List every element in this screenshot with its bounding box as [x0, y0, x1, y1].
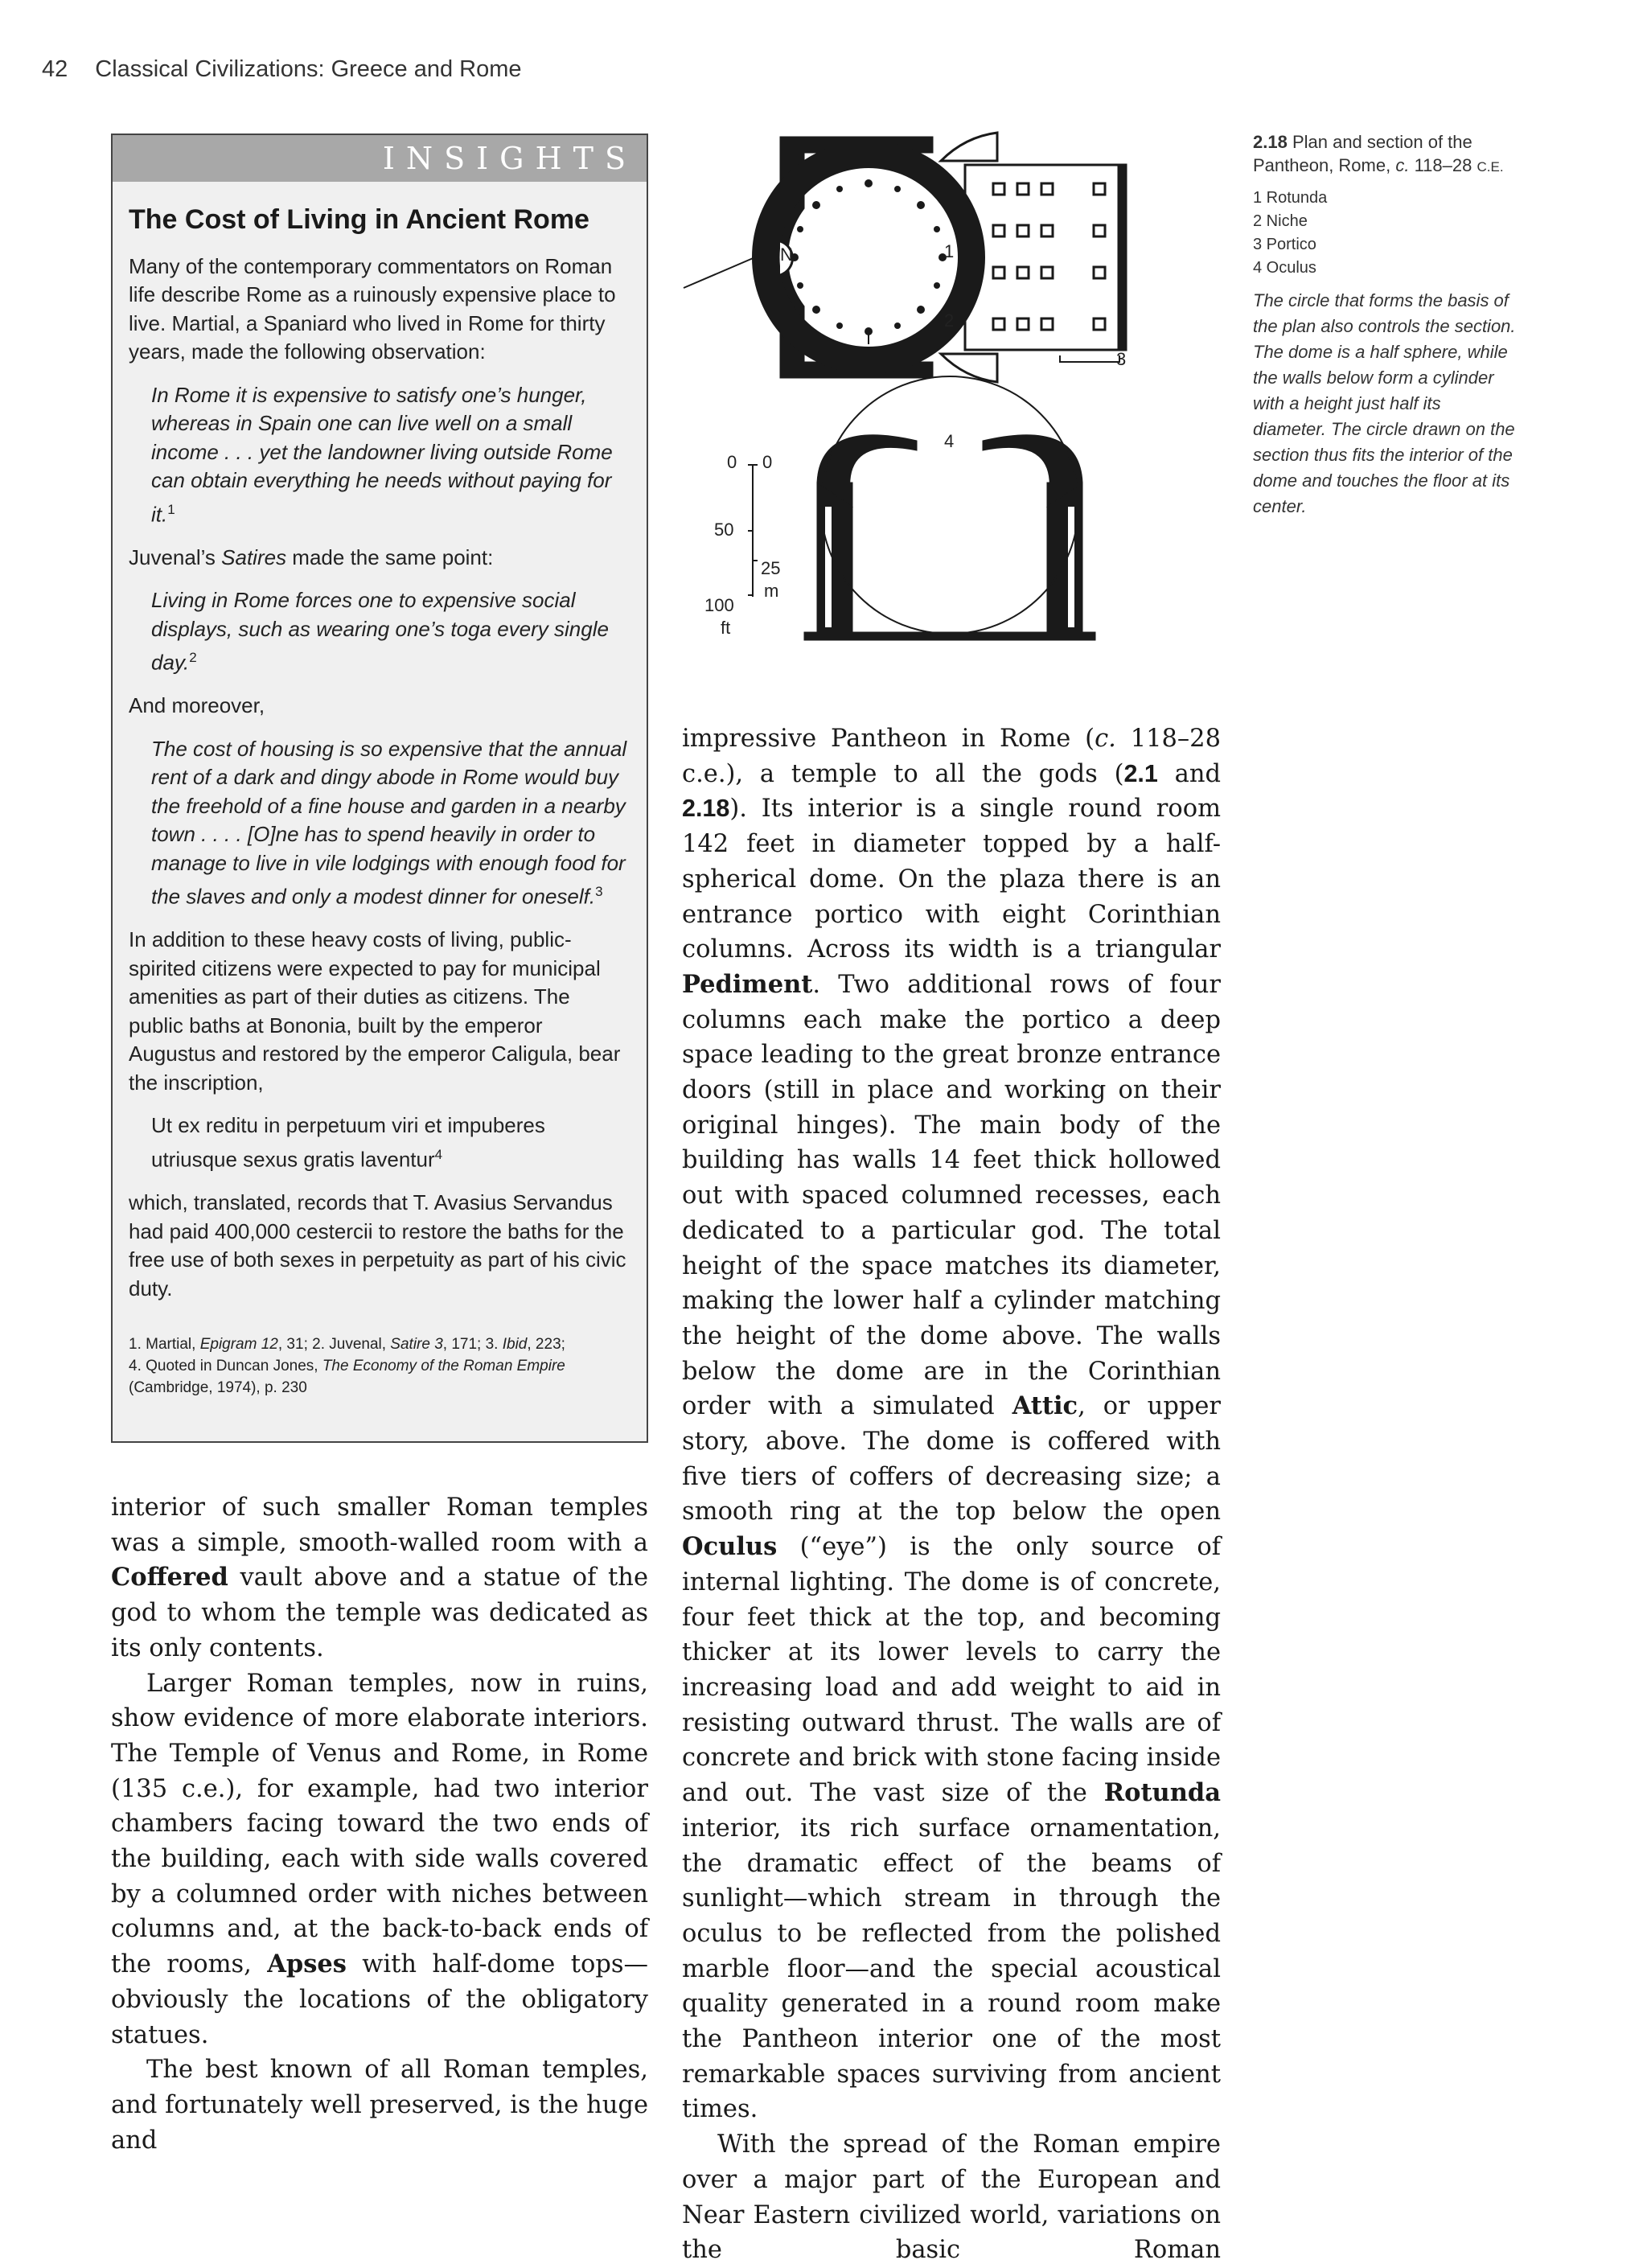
- pantheon-section: [748, 376, 1095, 640]
- footnote-line-1: [129, 1333, 629, 1355]
- label-rotunda: 1: [944, 241, 955, 261]
- scale-ft-50: 50: [714, 520, 734, 540]
- label-oculus: 4: [944, 431, 955, 451]
- body-circa: c.: [1095, 725, 1116, 753]
- juvenal-work: Satires: [221, 544, 287, 569]
- body-text: ). Its interior is a single round room 142 feet in diameter topped by a half-spherical dome. On the plaza there is an entrance portico with eight Corinthian columns. Across its width is a triangular: [682, 795, 1221, 964]
- scale-m-25: 25: [761, 558, 781, 578]
- caption-title: [1253, 130, 1518, 179]
- footnote-line-3: (Cambridge, 1974), p. 230: [129, 1379, 307, 1397]
- latin-inscription: [151, 1111, 629, 1174]
- latin-text: Ut ex reditu in perpetuum viri et impuberes utriusque sexus gratis laventur: [151, 1113, 545, 1172]
- body-text: 118–28 c.e.), a temple to all the gods (: [682, 725, 1221, 788]
- fn-text: 1. Martial,: [129, 1336, 200, 1354]
- body-paragraph: The best known of all Roman temples, and fortunately well preserved, is the huge and: [111, 2056, 648, 2155]
- body-paragraph: [111, 1490, 648, 1666]
- caption-body: The circle that forms the basis of the plan also controls the section. The dome is a half sphere, while the walls below form a cylinder with a height just half its diameter. The circle drawn on the section thus fits the interior of the dome and touches the floor at its center.: [1253, 290, 1516, 516]
- figure-caption: [1253, 130, 1518, 520]
- body-text: interior, its rich surface ornamentation, the dramatic effect of the beams of sunlight—which stream in through the oculus to be reflected from the polished marble floor—and the special acoustical quality generated in a round room make the Pantheon interior one of the most remarkable spaces surviving from ancient times.: [682, 1814, 1221, 2124]
- quote-housing-text: The cost of housing is so expensive that the annual rent of a dark and dingy abode in Rome would buy the freehold of a fine house and garden in a nearby town . . . . [O]ne has to spend heavily in order to manage to live in vile lodgings with enough food for the slaves and only a modest dinner for oneself.: [151, 736, 627, 909]
- quote-martial-text: In Rome it is expensive to satisfy one’s hunger, whereas in Spain one can live well on a small income . . . yet the landowner living outside Rome can obtain everything he needs without paying for it.: [151, 382, 613, 527]
- figure-reference: 2.18: [682, 795, 730, 823]
- fn-work: Ibid: [502, 1336, 528, 1354]
- quote-juvenal: [151, 586, 629, 677]
- fn-text: , 223;: [527, 1336, 565, 1354]
- insights-intro: Many of the contemporary commentators on Roman life describe Rome as a ruinously expensive place to live. Martial, a Spaniard who lived in Rome for thirty years, made the following observation:: [129, 253, 616, 364]
- footnote-ref-3: 3: [595, 884, 603, 900]
- footnote-ref-1: 1: [167, 501, 175, 517]
- body-text: , or upper story, above. The dome is coffered with five tiers of coffers of decreasing size; a smooth ring at the top below the open: [682, 1392, 1221, 1526]
- key-item: 4 Oculus: [1253, 259, 1316, 277]
- fn-work: Epigram 12: [199, 1336, 278, 1354]
- footnotes: [129, 1333, 629, 1399]
- body-text: . Two additional rows of four columns each make the portico a deep space leading to the great bronze entrance doors (still in place and working on their original hinges). The main body of the building has walls 14 feet thick hollowed out with spaced columned recesses, each dedicated to a particular god. The total height of the space matches its diameter, making the lower half a cylinder matching the height of the dome above. The walls below the dome are in the Corinthian order with a simulated: [682, 970, 1221, 1421]
- juvenal-line: [129, 544, 629, 573]
- caption-era: C.E.: [1477, 159, 1504, 175]
- fn-work: The Economy of the Roman Empire: [322, 1358, 565, 1375]
- page-number: 42: [42, 56, 68, 82]
- key-item: 2 Niche: [1253, 212, 1308, 230]
- caption-number: 2.18: [1253, 132, 1288, 152]
- body-text: interior of such smaller Roman temples was a simple, smooth-walled room with a: [111, 1494, 648, 1557]
- glossary-term: Pediment: [682, 969, 813, 999]
- moreover-line: And moreover,: [129, 693, 265, 718]
- key-item: 1 Rotunda: [1253, 189, 1328, 207]
- label-portico: 3: [1116, 349, 1127, 369]
- footnote-ref-2: 2: [189, 650, 197, 666]
- running-header: [42, 56, 522, 83]
- juvenal-pre: Juvenal’s: [129, 544, 222, 569]
- body-text: (“eye”) is the only source of internal lighting. The dome is of concrete, four feet thick at the top, and becoming thicker at its lower levels to carry the increasing load and add weight to aid in resisting outward thrust. The walls are of concrete and brick with stone facing inside and out. The vast size of the: [682, 1533, 1221, 1808]
- glossary-term: Attic: [1012, 1391, 1078, 1421]
- body-paragraph: [682, 721, 1221, 2127]
- caption-circa: c.: [1395, 155, 1410, 175]
- north-label: N: [780, 244, 793, 265]
- fn-text: , 171; 3.: [442, 1336, 503, 1354]
- fn-text: , 31; 2. Juvenal,: [277, 1336, 391, 1354]
- juvenal-post: made the same point:: [286, 544, 494, 569]
- body-paragraph: [111, 1666, 648, 2053]
- insights-para-3: which, translated, records that T. Avasius Servandus had paid 400,000 cestercii to restore the baths for the free use of both sexes in perpetuity as part of his civic duty.: [129, 1190, 626, 1300]
- pantheon-figure: [676, 129, 1190, 676]
- fn-work: Satire 3: [390, 1336, 443, 1354]
- book-title: Classical Civilizations: Greece and Rome: [95, 56, 522, 82]
- glossary-term: Oculus: [682, 1532, 778, 1562]
- insights-title: The Cost of Living in Ancient Rome: [129, 204, 589, 235]
- scale-m-unit: m: [764, 581, 779, 601]
- scale-ft-100: 100: [704, 595, 734, 615]
- body-text: impressive Pantheon in Rome (: [682, 725, 1095, 753]
- quote-juvenal-text: Living in Rome forces one to expensive social displays, such as wearing one’s toga every single day.: [151, 588, 609, 675]
- fn-text: 4. Quoted in Duncan Jones,: [129, 1358, 322, 1375]
- scale-ft-unit: ft: [721, 618, 731, 638]
- figure-reference: 2.1: [1123, 759, 1158, 787]
- insights-para-2: In addition to these heavy costs of living, public-spirited citizens were expected to pay for municipal amenities as part of their duties as citizens. The public baths at Bononia, built by the emperor Augustus and restored by the emperor Caligula, bear the inscription,: [129, 927, 621, 1095]
- pantheon-plan: [684, 133, 1126, 382]
- caption-dates: 118–28: [1409, 155, 1477, 175]
- glossary-term: Coffered: [111, 1563, 228, 1592]
- footnote-ref-4: 4: [434, 1146, 443, 1162]
- quote-martial: [151, 381, 629, 529]
- body-column-left: [111, 1490, 648, 2158]
- body-text: vault above and a statue of the god to whom the temple was dedicated as its only contents.: [111, 1563, 648, 1662]
- caption-key: [1253, 187, 1518, 280]
- footnote-line-2: [129, 1355, 629, 1377]
- pantheon-drawing: [676, 129, 1190, 676]
- body-text: with half-dome tops—obviously the locations of the obligatory statues.: [111, 1950, 648, 2049]
- quote-housing: [151, 735, 629, 912]
- body-text: and: [1157, 759, 1221, 788]
- body-text: Larger Roman temples, now in ruins, show evidence of more elaborate interiors. The Temple of Venus and Rome, in Rome (135 c.e.), for example, had two interior chambers facing toward the two ends of the building, each with side walls covered by a columned order with niches between columns and, at the back-to-back ends of the rooms,: [111, 1669, 648, 1979]
- glossary-term: Rotunda: [1103, 1778, 1221, 1808]
- key-item: 3 Portico: [1253, 236, 1316, 253]
- caption-title-text: Plan and section of the Pantheon, Rome,: [1253, 132, 1472, 175]
- body-column-right: [682, 721, 1221, 2268]
- insights-box: [111, 134, 648, 1443]
- insights-body: [113, 206, 647, 1399]
- label-niche: 2: [944, 310, 955, 331]
- scale-m-0: 0: [762, 452, 773, 472]
- body-paragraph: With the spread of the Roman empire over a major part of the European and Near Eastern civilized world, variations on the basic Roman: [682, 2130, 1221, 2265]
- glossary-term: Apses: [267, 1950, 347, 1979]
- insights-banner: INSIGHTS: [113, 135, 647, 182]
- scale-ft-0: 0: [727, 452, 737, 472]
